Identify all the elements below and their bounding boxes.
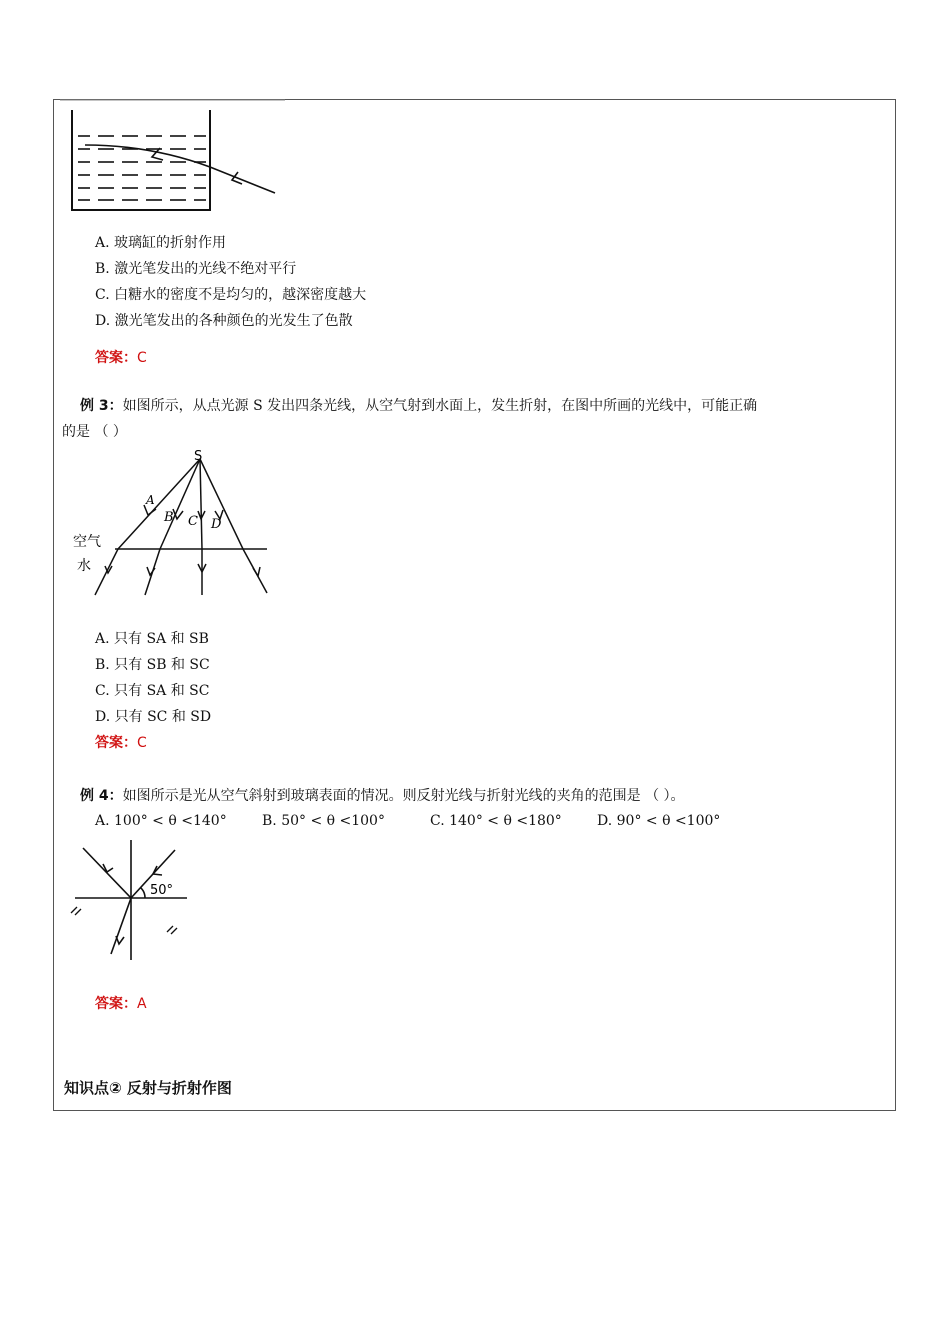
answer-value: A (137, 996, 147, 1012)
q2-option-c: C. 白糖水的密度不是均匀的，越深密度越大 (95, 287, 367, 303)
answer-label: 答案： (95, 350, 137, 366)
glass-surface-figure (65, 840, 200, 965)
air-label: 空气 (73, 534, 101, 550)
q3-option-a: A. 只有 SA 和 SB (95, 631, 209, 647)
refraction-figure-s (60, 445, 280, 600)
q4-question (80, 786, 685, 806)
q4-answer (95, 995, 147, 1013)
q3-label: 例 3： (80, 398, 123, 414)
ray-b-label: B (164, 510, 174, 525)
q3-text: 如图所示，从点光源 S 发出四条光线，从空气射到水面上，发生折射，在图中所画的光线中，可能正确 (122, 398, 758, 414)
q4-text: 如图所示是光从空气斜射到玻璃表面的情况。则反射光线与折射光线的夹角的范围是 （ ）。 (122, 788, 685, 804)
q2-option-b: B. 激光笔发出的光线不绝对平行 (95, 261, 297, 277)
ray-a-label: A (146, 493, 155, 507)
angle-label: 50° (150, 883, 174, 898)
q3-option-b: B. 只有 SB 和 SC (95, 657, 210, 673)
q4-choice-d: D. 90° < θ <100° (597, 813, 721, 829)
answer-value: C (137, 350, 147, 366)
ray-c-label: C (188, 514, 198, 529)
q3-option-c: C. 只有 SA 和 SC (95, 683, 210, 699)
q3-question-line1 (80, 396, 757, 416)
tank-figure (60, 100, 290, 220)
water-label: 水 (77, 558, 91, 574)
answer-label: 答案： (95, 996, 137, 1012)
q2-answer (95, 349, 147, 367)
q2-option-d: D. 激光笔发出的各种颜色的光发生了色散 (95, 313, 353, 329)
section-title: 知识点② 反射与折射作图 (64, 1079, 232, 1097)
q4-choice-a: A. 100° < θ <140° (95, 813, 227, 829)
s-label: S (194, 449, 203, 464)
q3-answer (95, 734, 147, 752)
ray-d-label: D (211, 517, 222, 532)
q2-option-a: A. 玻璃缸的折射作用 (95, 235, 227, 251)
answer-label: 答案： (95, 735, 137, 751)
q4-choice-b: B. 50° < θ <100° (262, 813, 385, 829)
q4-label: 例 4： (80, 788, 123, 804)
q4-choice-c: C. 140° < θ <180° (430, 813, 562, 829)
answer-value: C (137, 735, 147, 751)
q3-question-line2: 的是 （ ） (62, 424, 127, 440)
q3-option-d: D. 只有 SC 和 SD (95, 709, 212, 725)
